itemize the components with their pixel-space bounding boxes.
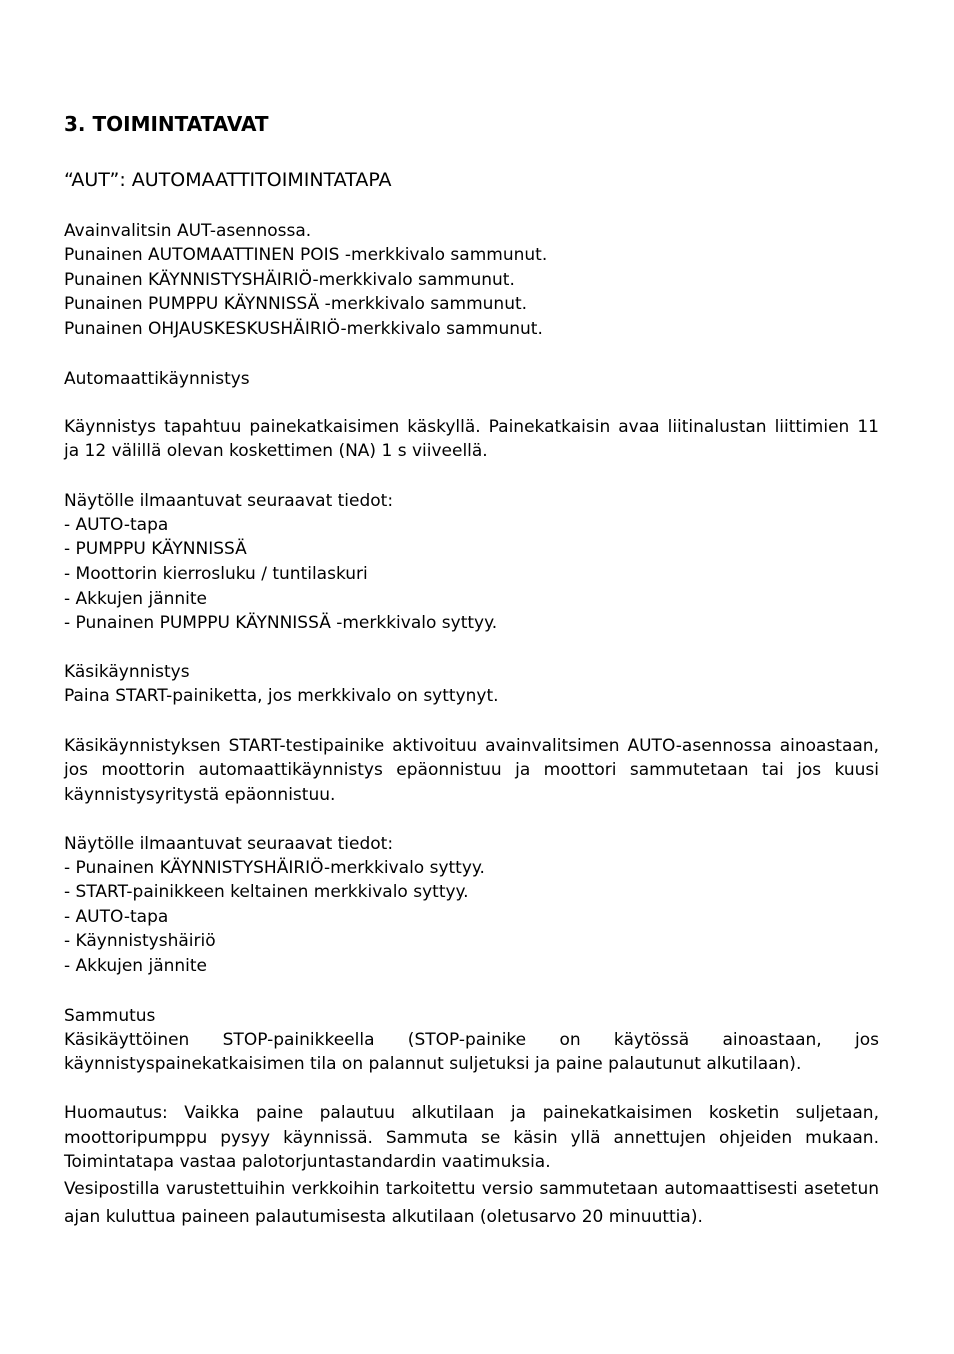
manual-start-paragraph-line: käynnistysyritystä epäonnistuu.	[64, 785, 336, 805]
list-item: - Moottorin kierrosluku / tuntilaskuri	[64, 564, 368, 584]
manual-start-paragraph-line: Käsikäynnistyksen START-testipainike aktivoituu avainvalitsimen AUTO-asennossa ainoastaan,	[64, 736, 879, 756]
note-line: Toimintatapa vastaa palotorjuntastandardin vaatimuksia.	[64, 1152, 551, 1172]
auto-display-heading: Näytölle ilmaantuvat seuraavat tiedot:	[64, 491, 394, 511]
note-line: Huomautus: Vaikka paine palautuu alkutilaan ja painekatkaisimen kosketin suljetaan,	[64, 1103, 879, 1123]
status-line: Punainen AUTOMAATTINEN POIS -merkkivalo sammunut.	[64, 245, 548, 265]
list-item: - Akkujen jännite	[64, 956, 208, 976]
manual-display-heading: Näytölle ilmaantuvat seuraavat tiedot:	[64, 834, 394, 854]
status-line: Punainen OHJAUSKESKUSHÄIRIÖ-merkkivalo sammunut.	[64, 319, 543, 339]
section-title: 3. TOIMINTATAVAT	[64, 112, 269, 136]
manual-start-paragraph-line: jos moottorin automaattikäynnistys epäonnistuu ja moottori sammutetaan tai jos kuusi	[64, 760, 879, 780]
list-item: - Käynnistyshäiriö	[64, 931, 216, 951]
list-item: - Punainen PUMPPU KÄYNNISSÄ -merkkivalo syttyy.	[64, 613, 498, 633]
note-line: ajan kuluttua paineen palautumisesta alkutilaan (oletusarvo 20 minuuttia).	[64, 1207, 703, 1227]
list-item: - AUTO-tapa	[64, 515, 169, 535]
shutdown-paragraph-line: Käsikäyttöinen STOP-painikkeella (STOP-painike on käytössä ainoastaan, jos	[64, 1030, 879, 1050]
shutdown-heading: Sammutus	[64, 1006, 156, 1026]
list-item: - PUMPPU KÄYNNISSÄ	[64, 539, 247, 559]
status-line: Punainen PUMPPU KÄYNNISSÄ -merkkivalo sammunut.	[64, 294, 528, 314]
list-item: - Punainen KÄYNNISTYSHÄIRIÖ-merkkivalo syttyy.	[64, 858, 485, 878]
list-item: - AUTO-tapa	[64, 907, 169, 927]
status-line: Punainen KÄYNNISTYSHÄIRIÖ-merkkivalo sammunut.	[64, 270, 515, 290]
manual-start-intro: Paina START-painiketta, jos merkkivalo on syttynyt.	[64, 686, 499, 706]
manual-start-heading: Käsikäynnistys	[64, 662, 190, 682]
auto-start-paragraph-line: ja 12 välillä olevan koskettimen (NA) 1 s viiveellä.	[64, 441, 488, 461]
mode-title: “AUT”: AUTOMAATTITOIMINTATAPA	[64, 169, 392, 191]
auto-start-heading: Automaattikäynnistys	[64, 369, 250, 389]
shutdown-paragraph-line: käynnistyspainekatkaisimen tila on palannut suljetuksi ja paine palautunut alkutilaan).	[64, 1054, 802, 1074]
list-item: - Akkujen jännite	[64, 589, 208, 609]
note-line: moottoripumppu pysyy käynnissä. Sammuta se käsin yllä annettujen ohjeiden mukaan.	[64, 1128, 879, 1148]
status-line: Avainvalitsin AUT-asennossa.	[64, 221, 312, 241]
auto-start-paragraph-line: Käynnistys tapahtuu painekatkaisimen käskyllä. Painekatkaisin avaa liitinalustan liittimien 11	[64, 417, 879, 437]
note-line: Vesipostilla varustettuihin verkkoihin tarkoitettu versio sammutetaan automaattisesti asetetun	[64, 1179, 879, 1199]
list-item: - START-painikkeen keltainen merkkivalo syttyy.	[64, 882, 469, 902]
